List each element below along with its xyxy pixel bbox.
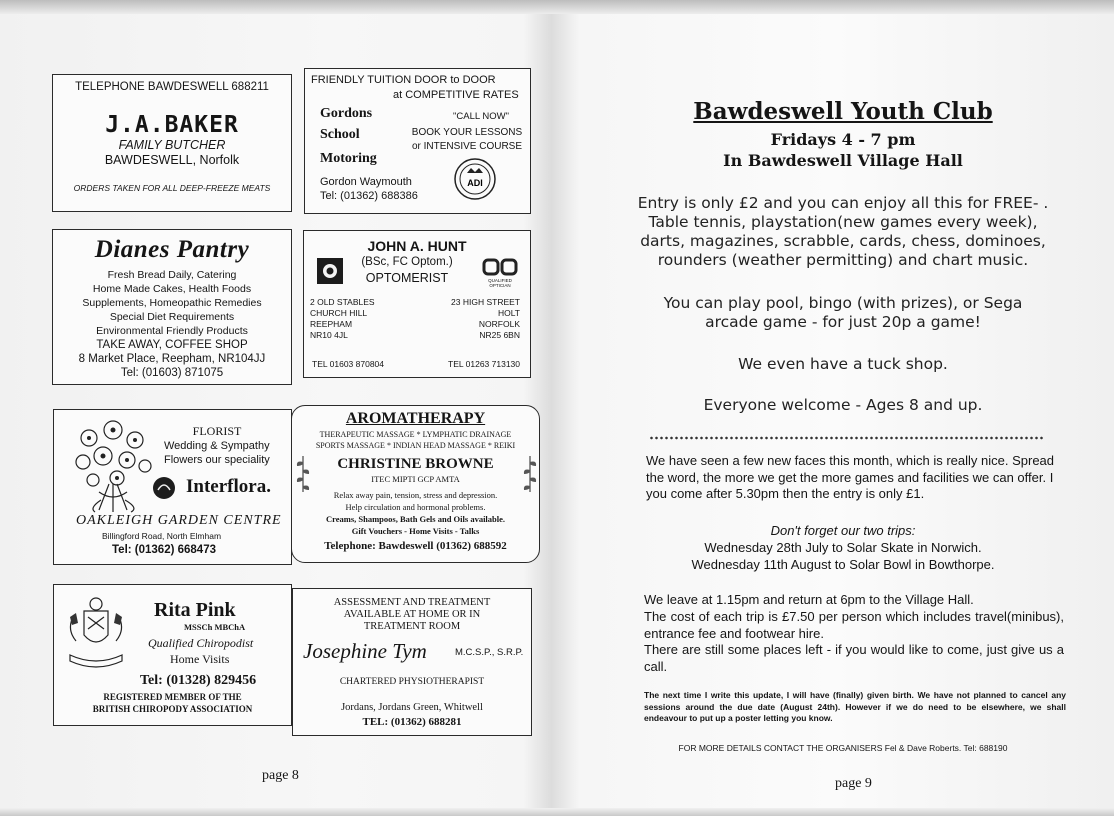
florist-line2: Flowers our speciality: [164, 454, 270, 466]
aroma-name: CHRISTINE BROWNE: [337, 456, 494, 472]
address-line: NORFOLK: [478, 319, 520, 329]
jos-quals: M.C.S.P., S.R.P.: [455, 647, 524, 658]
jos-line2: AVAILABLE AT HOME OR IN: [343, 609, 481, 620]
address-line: HOLT: [497, 308, 520, 318]
hunt-role: OPTOMERIST: [365, 271, 449, 285]
rita-visits: Home Visits: [170, 652, 230, 666]
gordons-contact: Gordon Waymouth: [320, 176, 412, 188]
welcome-text: Everyone welcome - Ages 8 and up.: [703, 396, 983, 414]
adi-badge-icon: [453, 157, 497, 201]
address-line: 2 OLD STABLES: [310, 297, 375, 307]
hunt-name: JOHN A. HUNT: [367, 238, 467, 254]
dianes-line: Fresh Bread Daily, Catering: [107, 269, 237, 281]
gordons-name-3: Motoring: [320, 151, 377, 166]
jos-role: CHARTERED PHYSIOTHERAPIST: [339, 677, 485, 687]
interflora-brand: Interflora.: [186, 476, 271, 497]
rita-member2: BRITISH CHIROPODY ASSOCIATION: [92, 704, 253, 714]
trip-cost-text: The cost of each trip is £7.50 per person which includes travel(minibus), entrance fee and footwear hire.: [644, 609, 1064, 641]
dianes-line: Tel: (01603) 871075: [120, 367, 224, 379]
hunt-tel-right: TEL 01263 713130: [448, 359, 520, 369]
pool-line: You can play pool, bingo (with prizes), or Sega: [663, 294, 1023, 312]
entry-line: rounders (weather permitting) and chart music.: [657, 251, 1029, 269]
youth-club-venue: In Bawdeswell Village Hall: [723, 151, 963, 170]
baker-advert: [52, 74, 292, 212]
page-number-right: page 9: [835, 776, 872, 791]
dianes-name: Dianes Pantry: [94, 236, 250, 263]
baker-location: BAWDESWELL, Norfolk: [104, 153, 240, 167]
dianes-line: Home Made Cakes, Health Foods: [92, 283, 252, 295]
florist-title: FLORIST: [192, 424, 242, 438]
dianes-lines: [53, 268, 291, 380]
aroma-title: AROMATHERAPY: [345, 410, 486, 427]
aroma-desc4: Gift Vouchers - Home Visits - Talks: [351, 526, 480, 536]
bottom-edge-shadow: [0, 808, 1114, 816]
coat-of-arms-icon: [62, 595, 130, 671]
aroma-tel: Telephone: Bawdeswell (01362) 688592: [324, 540, 507, 552]
address-line: NR25 6BN: [479, 330, 520, 340]
dianes-line: TAKE AWAY, COFFEE SHOP: [96, 339, 248, 351]
florist-road: Billingford Road, North Elmham: [102, 531, 222, 541]
hunt-right-address: [451, 297, 520, 341]
aroma-desc1: Relax away pain, tension, stress and depression.: [333, 490, 498, 500]
qualified-optician-label: QUALIFIED OPTICIAN: [488, 278, 512, 288]
pool-line: arcade game - for just 20p a game!: [705, 313, 981, 331]
gordons-tel: Tel: (01362) 688386: [320, 190, 418, 202]
aroma-services2: SPORTS MASSAGE * INDIAN HEAD MASSAGE * REIKI: [315, 441, 516, 450]
aromatherapy-advert: [291, 405, 540, 563]
new-faces-paragraph: We have seen a few new faces this month, which is really nice. Spread the word, the more we get the more games and facilities we can offer. I you come after 5.30pm then the entry is only £1.: [646, 453, 1055, 501]
entry-line: Entry is only £2 and you can enjoy all this for FREE- .: [637, 194, 1049, 212]
contact-organisers: FOR MORE DETAILS CONTACT THE ORGANISERS Fel & Dave Roberts. Tel: 688190: [678, 743, 1008, 753]
birth-note: The next time I write this update, I will have (finally) given birth. We have not planned to cancel any sessions around the due date (August 24th). However if we do need to be elsewhere, we shall endeavour to put up a poster letting you know.: [644, 690, 1066, 723]
bouquet-icon: [69, 418, 159, 514]
dianes-advert: [52, 229, 292, 385]
jos-line3: TREATMENT ROOM: [363, 621, 461, 632]
dotted-divider: [649, 435, 1043, 441]
places-left-text: There are still some places left - if you would like to come, just give us a call.: [644, 642, 1064, 674]
dianes-line: Supplements, Homeopathic Remedies: [82, 297, 262, 309]
aroma-services1: THERAPEUTIC MASSAGE * LYMPHATIC DRAINAGE: [319, 430, 512, 439]
hunt-quals: (BSc, FC Optom.): [361, 256, 453, 268]
aroma-desc2: Help circulation and hormonal problems.: [345, 502, 486, 512]
top-edge-shadow: [0, 0, 1114, 14]
gordons-rates: at COMPETITIVE RATES: [393, 89, 519, 101]
youth-club-times: Fridays 4 - 7 pm: [770, 130, 916, 149]
rita-member1: REGISTERED MEMBER OF THE: [103, 692, 242, 702]
jos-tel: TEL: (01362) 688281: [362, 716, 462, 728]
leave-time-text: We leave at 1.15pm and return at 6pm to the Village Hall.: [644, 592, 974, 607]
address-line: CHURCH HILL: [310, 308, 368, 318]
hunt-advert: [303, 230, 531, 378]
interflora-logo-icon: [152, 476, 176, 500]
entry-line: darts, magazines, scrabble, cards, chess, dominoes,: [640, 232, 1046, 250]
florist-line1: Wedding & Sympathy: [164, 440, 270, 452]
dianes-line: Special Diet Requirements: [109, 311, 235, 323]
aroma-desc3: Creams, Shampoos, Bath Gels and Oils available.: [325, 514, 506, 524]
baker-note: ORDERS TAKEN FOR ALL DEEP-FREEZE MEATS: [73, 183, 271, 193]
address-line: 23 HIGH STREET: [451, 297, 520, 307]
adi-badge-label: ADI: [467, 178, 483, 188]
dianes-line: Environmental Friendly Products: [96, 325, 248, 337]
rita-pink-advert: [53, 584, 292, 726]
pool-paragraph: [612, 294, 1074, 332]
gordons-book: BOOK YOUR LESSONS: [411, 127, 523, 138]
rita-tel: Tel: (01328) 829456: [140, 673, 257, 688]
youth-club-title: Bawdeswell Youth Club: [693, 98, 993, 125]
leaf-sprig-icon: [521, 454, 539, 494]
gordons-name-1: Gordons: [320, 106, 373, 121]
address-line: NR10 4JL: [310, 330, 348, 340]
josephine-advert: [292, 588, 532, 736]
aroma-quals: ITEC MIPTI GCP AMTA: [371, 474, 460, 484]
tuck-shop-text: We even have a tuck shop.: [738, 355, 948, 373]
jos-address: Jordans, Jordans Green, Whitwell: [341, 702, 483, 713]
page-number-left: page 8: [262, 768, 299, 783]
gordons-advert: [304, 68, 531, 214]
entry-line: Table tennis, playstation(new games every week),: [648, 213, 1038, 231]
florist-garden: OAKLEIGH GARDEN CENTRE: [76, 513, 282, 528]
baker-name: J.A.BAKER: [105, 112, 239, 138]
gordons-tagline: FRIENDLY TUITION DOOR to DOOR: [311, 74, 496, 86]
jos-line1: ASSESSMENT AND TREATMENT: [333, 597, 491, 608]
hunt-tel-left: TEL 01603 870804: [312, 359, 384, 369]
hunt-left-address: [310, 297, 375, 341]
jos-name: Josephine Tym: [303, 639, 427, 663]
trip-2: Wednesday 11th August to Solar Bowl in Bowthorpe.: [691, 557, 995, 572]
qualified-optician-icon: [482, 257, 518, 277]
trip-1: Wednesday 28th July to Solar Skate in Norwich.: [704, 540, 982, 555]
baker-phone: TELEPHONE BAWDESWELL 688211: [75, 81, 269, 93]
entry-paragraph: [600, 194, 1086, 270]
leaf-sprig-icon: [294, 454, 312, 494]
dianes-line: 8 Market Place, Reepham, NR104JJ: [78, 353, 266, 365]
florist-advert: [53, 409, 292, 565]
rita-quals: MSSCh MBChA: [184, 622, 246, 632]
rita-name: Rita Pink: [154, 599, 236, 621]
rita-role: Qualified Chiropodist: [148, 636, 254, 650]
trips-heading: Don't forget our two trips:: [770, 523, 916, 538]
address-line: REEPHAM: [310, 319, 353, 329]
gordons-name-2: School: [320, 127, 360, 142]
gordons-call: "CALL NOW": [453, 111, 510, 122]
eye-logo-icon: [316, 257, 344, 285]
gordons-intensive: or INTENSIVE COURSE: [411, 141, 523, 152]
baker-trade: FAMILY BUTCHER: [118, 138, 226, 152]
florist-tel: Tel: (01362) 668473: [112, 544, 216, 556]
